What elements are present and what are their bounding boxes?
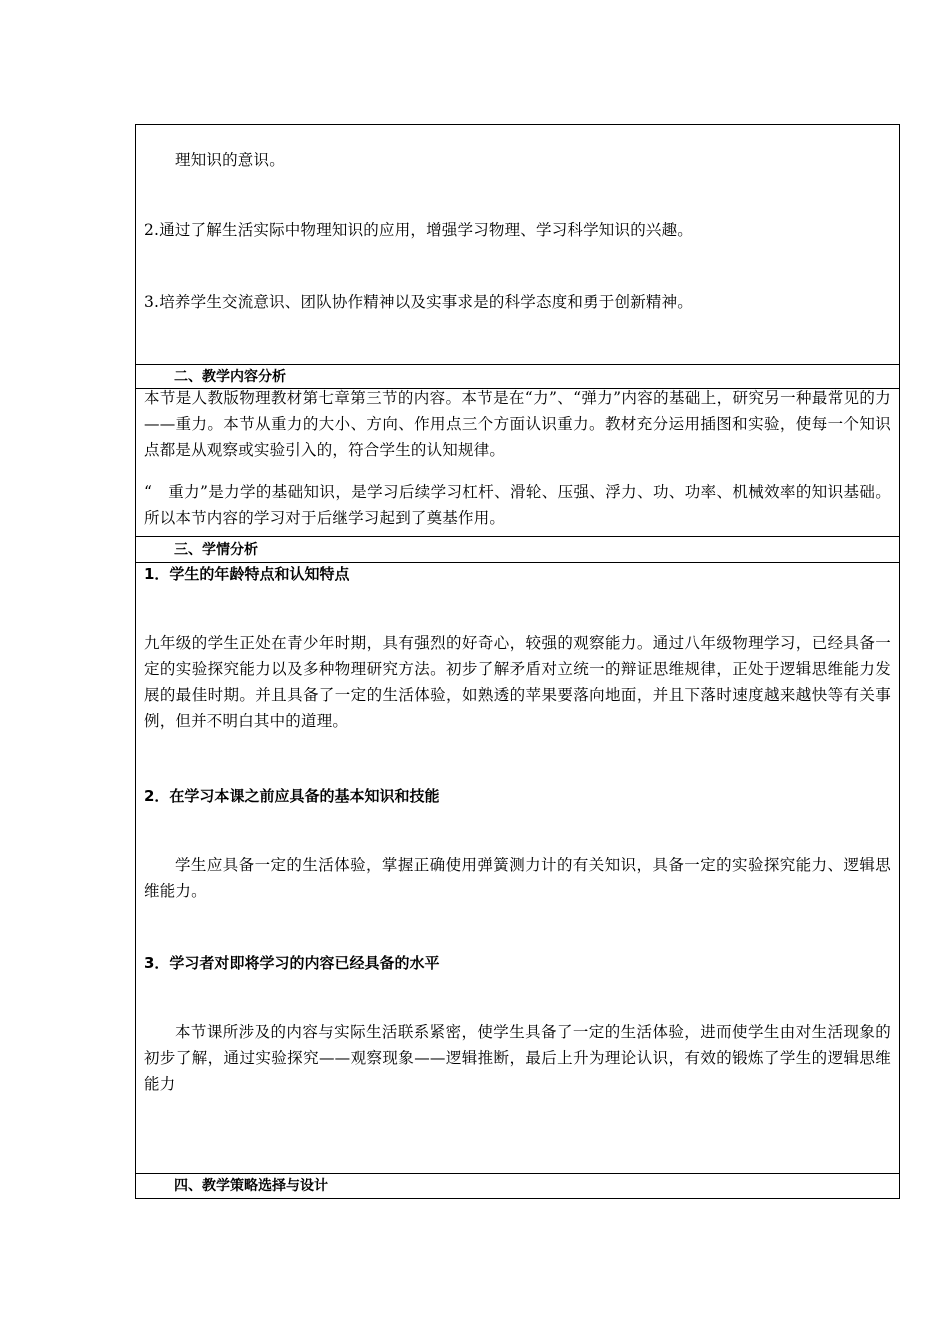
goals-cell — [136, 125, 899, 365]
content-analysis-cell — [136, 389, 899, 537]
learner-analysis-header: 三、学情分析 — [174, 542, 258, 558]
learner-analysis-header-row — [136, 537, 899, 563]
learner-para-1: 九年级的学生正处在青少年时期，具有强烈的好奇心，较强的观察能力。通过八年级物理学习，已经具备一定的实验探究能力以及多种物理研究方法。初步了解矛盾对立统一的辩证思维规律，正处于逻辑思维能力发展的最佳时期。并且具备了一定的生活体验，如熟透的苹果要落向地面，并且下落时速度越来越快等有关事例，但并不明白其中的道理。 — [144, 634, 891, 730]
learner-sub-1: 1．学生的年龄特点和认知特点 — [144, 565, 350, 583]
strategy-header-row — [136, 1174, 899, 1198]
goals-continuation: 理知识的意识。 — [175, 151, 285, 169]
content-analysis-header: 二、教学内容分析 — [174, 369, 286, 385]
strategy-header: 四、教学策略选择与设计 — [174, 1178, 328, 1194]
learner-para-2: 学生应具备一定的生活体验，掌握正确使用弹簧测力计的有关知识，具备一定的实验探究能力、逻辑思维能力。 — [144, 856, 891, 900]
goals-item-3: 3.培养学生交流意识、团队协作精神以及实事求是的科学态度和勇于创新精神。 — [144, 293, 693, 311]
learner-sub-2: 2．在学习本课之前应具备的基本知识和技能 — [144, 787, 440, 805]
learner-analysis-cell — [136, 563, 899, 1174]
learner-para-3: 本节课所涉及的内容与实际生活联系紧密，使学生具备了一定的生活体验，进而使学生由对生活现象的初步了解，通过实验探究——观察现象——逻辑推断，最后上升为理论认识，有效的锻炼了学生的逻辑思维能力 — [144, 1023, 891, 1093]
content-analysis-para-2: “ 重力”是力学的基础知识，是学习后续学习杠杆、滑轮、压强、浮力、功、功率、机械效率的知识基础。所以本节内容的学习对于后继学习起到了奠基作用。 — [144, 483, 891, 527]
learner-sub-3: 3．学习者对即将学习的内容已经具备的水平 — [144, 954, 440, 972]
content-analysis-para-1: 本节是人教版物理教材第七章第三节的内容。本节是在“力”、“弹力”内容的基础上，研究另一种最常见的力——重力。本节从重力的大小、方向、作用点三个方面认识重力。教材充分运用插图和实验，使每一个知识点都是从观察或实验引入的，符合学生的认知规律。 — [144, 389, 891, 459]
lesson-plan-table — [135, 124, 900, 1199]
goals-item-2: 2.通过了解生活实际中物理知识的应用，增强学习物理、学习科学知识的兴趣。 — [144, 221, 693, 239]
